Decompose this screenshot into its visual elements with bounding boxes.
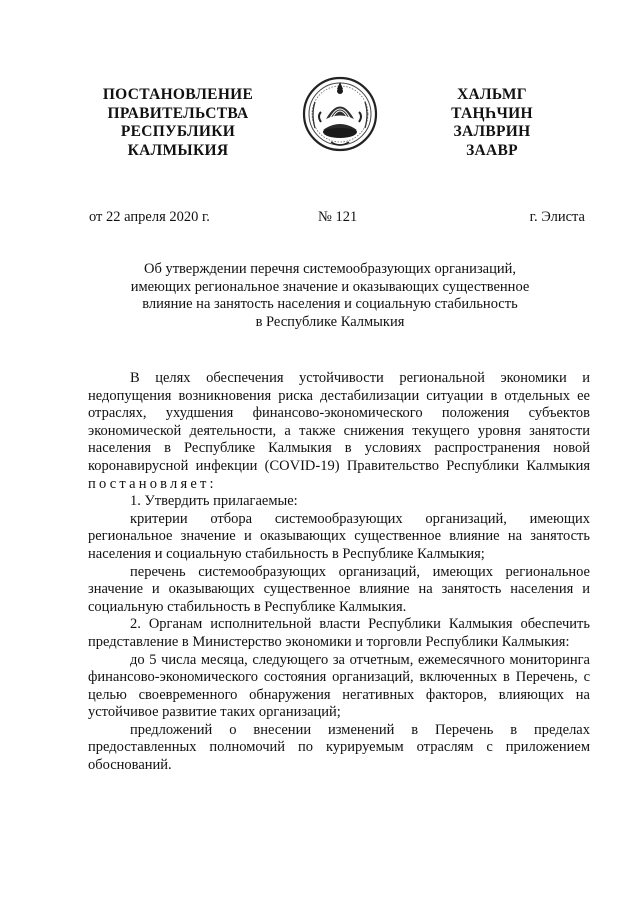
body-paragraph: до 5 числа месяца, следующего за отчетным, ежемесячного мониторинга финансово-экономического состояния организаций, включенных в Перечень, с целью своевременного обнаружения негативных факторов, влияющих на устойчивое развитие таких организаций; <box>88 651 590 721</box>
body-paragraph: критерии отбора системообразующих организаций, имеющих региональное значение и оказывающих существенное влияние на занятость населения и социальную стабильность в Республике Калмыкия; <box>88 510 590 562</box>
document-body <box>88 370 590 775</box>
header-line: КАЛМЫКИЯ <box>127 141 229 159</box>
header-line: ПРАВИТЕЛЬСТВА <box>107 104 249 122</box>
title-line: в Республике Калмыкия <box>255 313 405 330</box>
body-paragraph: 1. Утвердить прилагаемые: <box>130 493 298 510</box>
title-line: влияние на занятость населения и социальную стабильность <box>142 296 518 312</box>
header-line: ЗАЛВРИН <box>453 123 531 140</box>
body-paragraph: 2. Органам исполнительной власти Республики Калмыкия обеспечить представление в Министерство экономики и торговли Республики Калмыкия: <box>88 616 590 650</box>
paragraph-text: В целях обеспечения устойчивости региональной экономики и недопущения возникновения риска дестабилизации ситуации в отдельных ее отраслях, ухудшения финансово-экономического положения субъектов экономической деятельности, а также снижения текущего уровня занятости населения в Республике Калмыкия в условиях распространения новой коронавирусной инфекции (COVID-19) Правительство Республики Калмыкия <box>88 370 590 474</box>
header-russian <box>88 86 268 160</box>
body-paragraph <box>88 370 590 493</box>
header-line: ЗААВР <box>466 141 518 159</box>
document-title <box>110 261 550 331</box>
header-kalmyk <box>432 86 552 160</box>
body-paragraph: предложений о внесении изменений в Перечень в пределах предоставленных полномочий по курируемым отраслям с приложением обоснований. <box>88 721 590 774</box>
resolution-word: постановляет: <box>88 475 217 492</box>
title-line: Об утверждении перечня системообразующих организаций, <box>143 261 517 277</box>
title-line: имеющих региональное значение и оказывающих существенное <box>130 278 530 295</box>
header-line: ХАЛЬМГ <box>457 86 527 103</box>
document-city: г. Элиста <box>529 209 585 225</box>
header-line: РЕСПУБЛИКИ <box>120 123 236 140</box>
header-line: ТАҢҺЧИН <box>451 104 533 122</box>
document-date: от 22 апреля 2020 г. <box>89 209 210 225</box>
header-line: ПОСТАНОВЛЕНИЕ <box>102 86 254 103</box>
document-number: № 121 <box>318 209 358 225</box>
kalmykia-coat-of-arms-icon <box>301 72 379 156</box>
body-paragraph: перечень системообразующих организаций, имеющих региональное значение и оказывающих существенное влияние на занятость населения и социальную стабильность в Республике Калмыкия. <box>88 563 590 615</box>
